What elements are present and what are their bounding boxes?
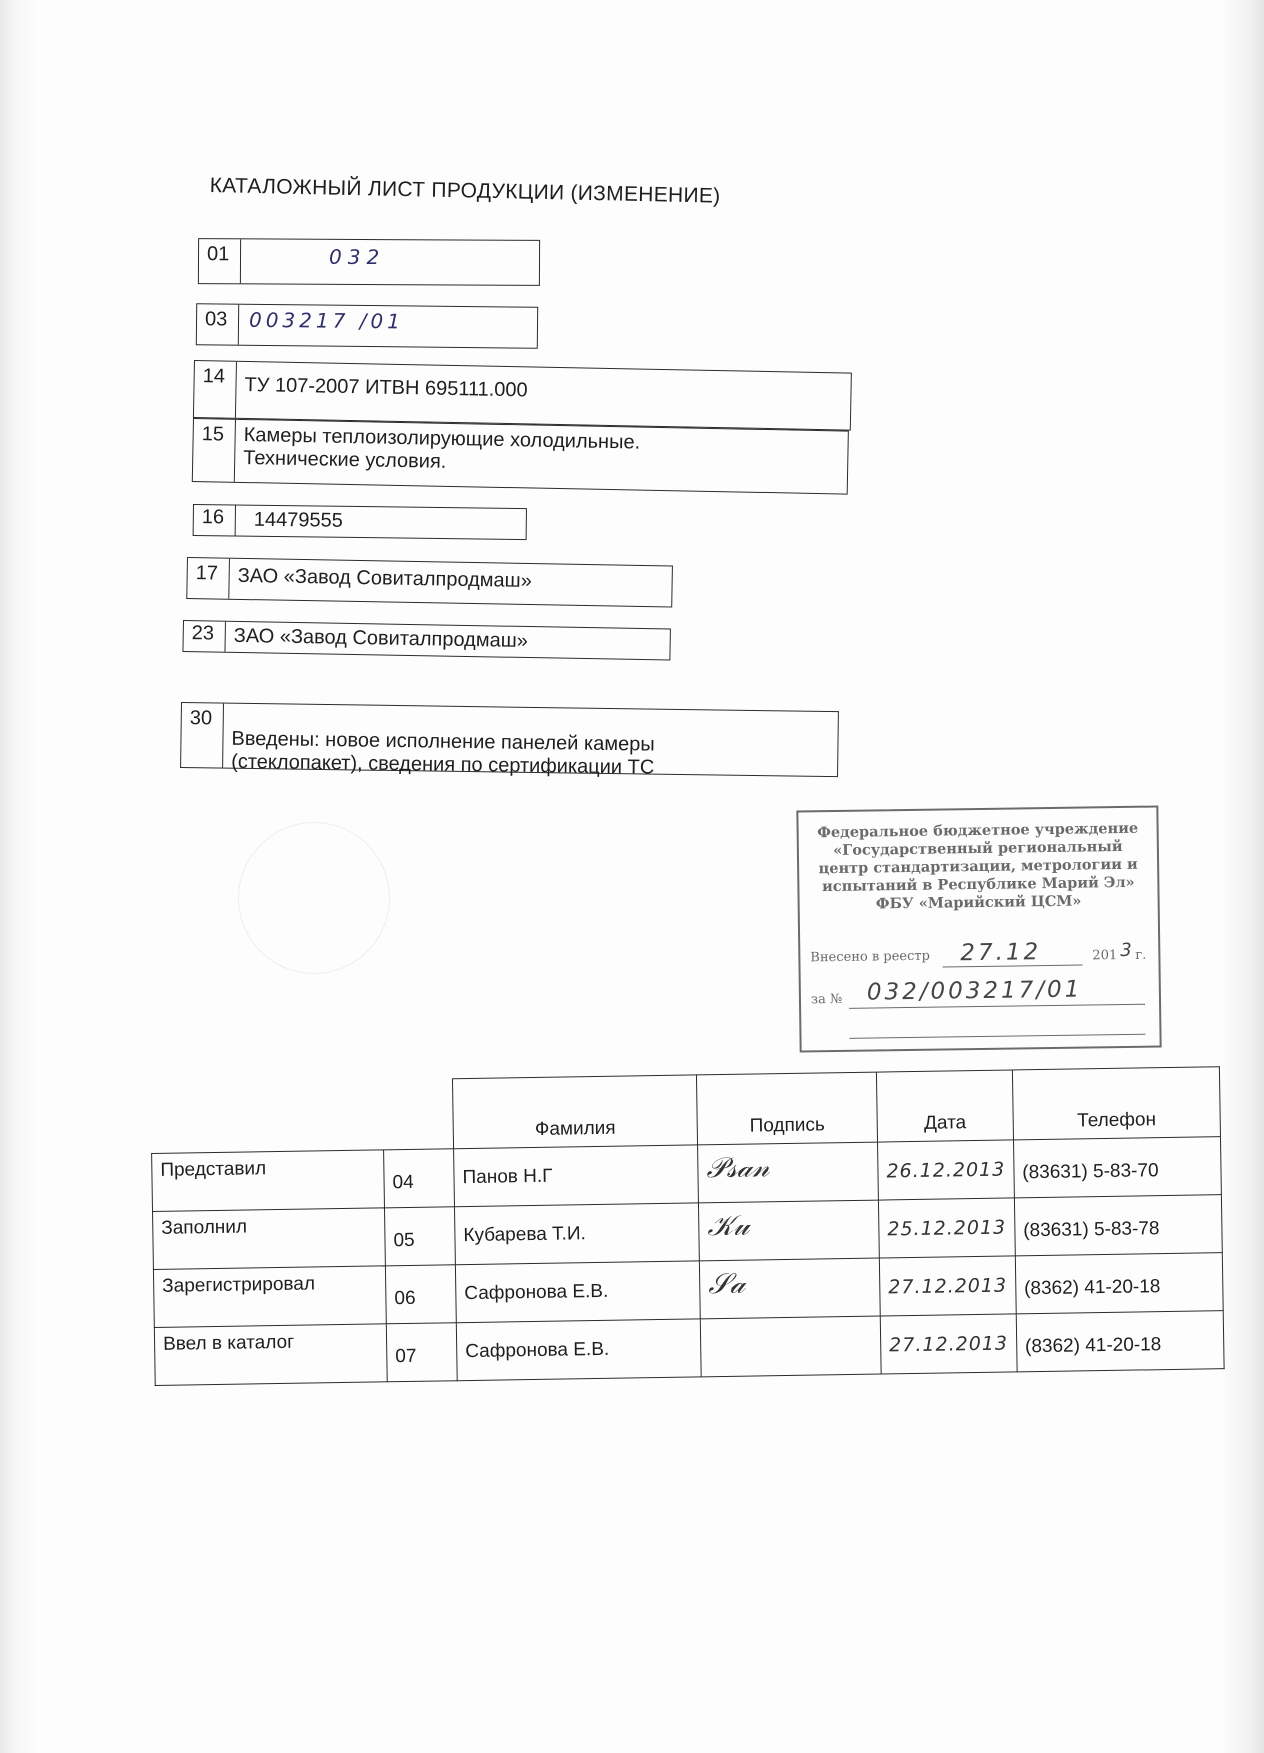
row-phone: (83631) 5-83-78 <box>1014 1195 1222 1256</box>
stamp-extra-line <box>850 1034 1146 1039</box>
field-value: ТУ 107-2007 ИТВН 695111.000 <box>244 373 528 402</box>
row-role: Заполнил <box>153 1208 386 1270</box>
row-date: 25.12.2013 <box>878 1198 1015 1258</box>
field-value: 032 <box>328 244 386 270</box>
header-phone: Телефон <box>1012 1067 1220 1140</box>
field-01 <box>198 238 540 286</box>
row-phone: (83631) 5-83-70 <box>1013 1137 1221 1198</box>
row-name: Панов Н.Г <box>454 1145 699 1207</box>
stamp-year-prefix: 201 <box>1092 948 1118 964</box>
row-name: Сафронова Е.В. <box>456 1319 701 1381</box>
signature-image: 𝒫𝓈𝒶𝓃 <box>698 1142 879 1203</box>
row-code: 06 <box>385 1265 456 1324</box>
stamp-org-line: Федеральное бюджетное учреждение <box>817 819 1139 842</box>
stamp-org-line: центр стандартизации, метрологии и <box>818 855 1138 878</box>
field-code: 15 <box>193 419 236 482</box>
stamp-entered-label: Внесено в реестр <box>810 948 930 966</box>
row-date: 26.12.2013 <box>878 1140 1015 1200</box>
header-blank <box>151 1080 384 1154</box>
field-value: 14479555 <box>253 508 343 532</box>
field-value: Камеры теплоизолирующие холодильные. Технические условия. <box>243 423 641 473</box>
row-code: 05 <box>384 1207 455 1266</box>
stamp-year-digit: 3 <box>1120 939 1135 962</box>
row-date: 27.12.2013 <box>880 1314 1017 1374</box>
registry-stamp <box>796 805 1161 1052</box>
field-code: 17 <box>187 558 230 599</box>
page-title: КАТАЛОЖНЫЙ ЛИСТ ПРОДУКЦИИ (ИЗМЕНЕНИЕ) <box>209 174 721 208</box>
field-30 <box>180 702 839 777</box>
row-phone: (8362) 41-20-18 <box>1015 1253 1223 1314</box>
stamp-org-line: ФБУ «Марийский ЦСМ» <box>875 892 1082 913</box>
header-surname: Фамилия <box>452 1075 697 1149</box>
stamp-organization <box>805 820 1152 915</box>
header-blank <box>382 1079 453 1150</box>
field-value: ЗАО «Завод Совиталпродмаш» <box>237 564 532 593</box>
row-phone: (8362) 41-20-18 <box>1016 1311 1224 1372</box>
row-role: Ввел в каталог <box>154 1324 387 1386</box>
signature-image <box>700 1316 881 1377</box>
field-15 <box>192 418 849 495</box>
header-signature: Подпись <box>696 1072 877 1145</box>
row-name: Сафронова Е.В. <box>455 1261 700 1323</box>
row-code: 04 <box>384 1149 455 1208</box>
field-value: ЗАО «Завод Совиталпродмаш» <box>233 624 529 653</box>
field-code: 30 <box>181 703 224 768</box>
row-date: 27.12.2013 <box>879 1256 1016 1316</box>
responsibility-table <box>150 1066 1225 1386</box>
field-code: 23 <box>183 621 226 652</box>
header-date: Дата <box>876 1070 1013 1142</box>
field-code: 03 <box>197 304 239 344</box>
stamp-number-value: 032/003217/01 <box>866 976 1083 1006</box>
row-name: Кубарева Т.И. <box>454 1203 699 1265</box>
field-value: Введены: новое исполнение панелей камеры (стеклопакет), сведения по сертификации ТС <box>231 727 655 779</box>
stamp-year-suffix: г. <box>1135 947 1147 963</box>
field-16 <box>193 504 527 540</box>
stamp-entered-date: 27.12 <box>960 939 1042 967</box>
field-03 <box>196 303 538 349</box>
stamp-org-line: «Государственный региональный <box>833 837 1123 860</box>
row-role: Зарегистрировал <box>153 1266 386 1328</box>
stamp-number-label: за № <box>810 991 843 1008</box>
field-17 <box>186 557 673 607</box>
row-role: Представил <box>152 1150 385 1212</box>
field-code: 16 <box>194 505 236 536</box>
signature-image: 𝒮𝒶 <box>699 1258 880 1319</box>
field-code: 14 <box>194 361 237 418</box>
field-value: 003217 /01 <box>248 307 405 334</box>
row-code: 07 <box>386 1323 457 1382</box>
field-code: 01 <box>199 239 241 283</box>
stamp-org-line: испытаний в Республике Марий Эл» <box>821 873 1135 896</box>
signature-image: 𝒦𝓊 <box>698 1200 879 1261</box>
faint-stamp-impression <box>238 822 390 974</box>
